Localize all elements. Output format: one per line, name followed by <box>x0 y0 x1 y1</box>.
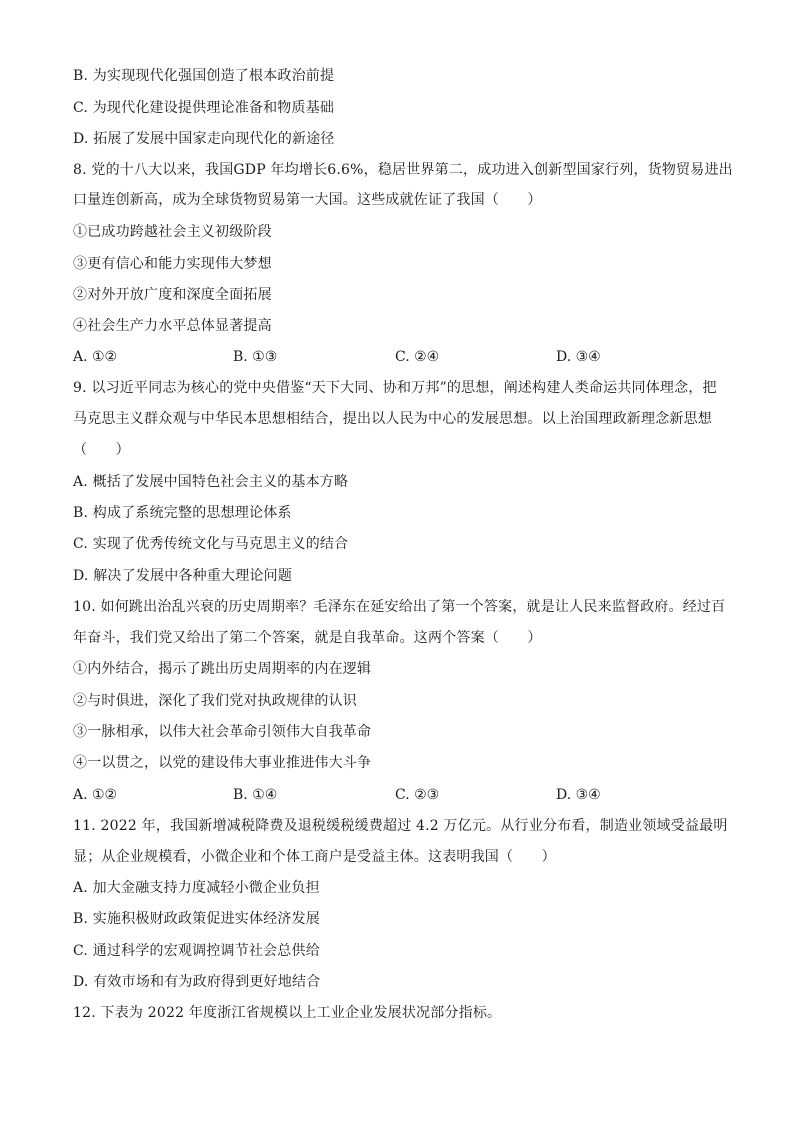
q10-choice-b: B. ①④ <box>233 787 278 803</box>
q11-option-d: D. 有效市场和有为政府得到更好地结合 <box>73 974 321 990</box>
q10-choice-c: C. ②③ <box>395 787 440 803</box>
q10-choice-d: D. ③④ <box>556 787 601 803</box>
q9-option-b: B. 构成了系统完整的思想理论体系 <box>73 505 292 521</box>
q10-statement-4: ④一以贯之，以党的建设伟大事业推进伟大斗争 <box>73 755 372 771</box>
q8-statement-2: ②对外开放广度和深度全面拓展 <box>73 287 272 303</box>
q8-choice-a: A. ①② <box>73 349 118 365</box>
q10-stem-line-2: 年奋斗，我们党又给出了第二个答案，就是自我革命。这两个答案（ ） <box>73 630 542 646</box>
q9-option-a: A. 概括了发展中国特色社会主义的基本方略 <box>73 474 349 490</box>
q11-option-c: C. 通过科学的宏观调控调节社会总供给 <box>73 943 320 959</box>
q9-stem-line-2: 马克思主义群众观与中华民本思想相结合，提出以人民为中心的发展思想。以上治国理政新理念新思想 <box>73 411 712 427</box>
q10-stem-line-1: 10. 如何跳出治乱兴衰的历史周期率？毛泽东在延安给出了第一个答案，就是让人民来监督政府。经过百 <box>73 599 726 615</box>
q11-option-a: A. 加大金融支持力度减轻小微企业负担 <box>73 880 320 896</box>
q8-choice-c: C. ②④ <box>395 349 440 365</box>
q10-statement-2: ②与时俱进，深化了我们党对执政规律的认识 <box>73 693 357 709</box>
q10-statement-1: ①内外结合，揭示了跳出历史周期率的内在逻辑 <box>73 661 372 677</box>
q9-option-d: D. 解决了发展中各种重大理论问题 <box>73 568 293 584</box>
q10-statement-3: ③一脉相承，以伟大社会革命引领伟大自我革命 <box>73 724 372 740</box>
q7-option-c: C. 为现代化建设提供理论准备和物质基础 <box>73 100 335 116</box>
q11-option-b: B. 实施积极财政政策促进实体经济发展 <box>73 911 320 927</box>
q8-statement-1: ①已成功跨越社会主义初级阶段 <box>73 224 272 240</box>
q7-option-b: B. 为实现现代化强国创造了根本政治前提 <box>73 68 335 84</box>
q7-option-d: D. 拓展了发展中国家走向现代化的新途径 <box>73 131 335 147</box>
q8-statement-4: ④社会生产力水平总体显著提高 <box>73 318 272 334</box>
q8-choice-b: B. ①③ <box>233 349 278 365</box>
q8-stem-line-1: 8. 党的十八大以来，我国GDP 年均增长6.6%，稳居世界第二，成功进入创新型国家行列，货物贸易进出 <box>73 162 733 178</box>
q11-stem-line-1: 11. 2022 年，我国新增减税降费及退税缓税缓费超过 4.2 万亿元。从行业分布看，制造业领域受益最明 <box>73 818 728 834</box>
q9-answer-blank: （ ） <box>73 442 130 458</box>
q8-statement-3: ③更有信心和能力实现伟大梦想 <box>73 256 272 272</box>
q10-choice-a: A. ①② <box>73 787 118 803</box>
q8-stem-line-2: 口量连创新高，成为全球货物贸易第一大国。这些成就佐证了我国（ ） <box>73 192 542 208</box>
q8-choice-d: D. ③④ <box>556 349 601 365</box>
q9-option-c: C. 实现了优秀传统文化与马克思主义的结合 <box>73 536 349 552</box>
q9-stem-line-1: 9. 以习近平同志为核心的党中央借鉴“天下大同、协和万邦”的思想，阐述构建人类命运共同体理念，把 <box>73 380 717 396</box>
q12-stem-line-1: 12. 下表为 2022 年度浙江省规模以上工业企业发展状况部分指标。 <box>73 1005 502 1021</box>
q11-stem-line-2: 显；从企业规模看，小微企业和个体工商户是受益主体。这表明我国（ ） <box>73 849 556 865</box>
